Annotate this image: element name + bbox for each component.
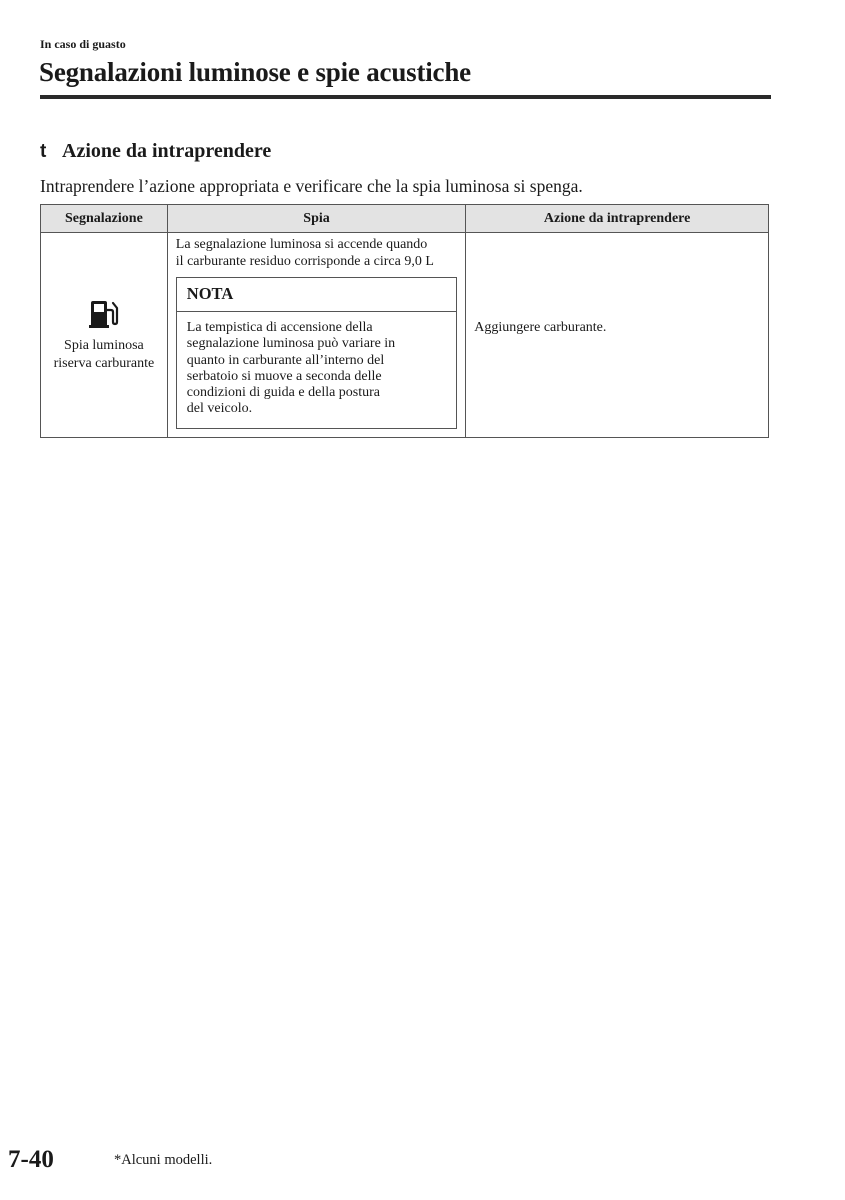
action-cell <box>466 233 769 438</box>
spia-cell <box>167 233 465 438</box>
nota-line: La tempistica di accensione della <box>186 320 373 335</box>
table-header-row <box>41 205 769 233</box>
subsection-heading <box>40 140 271 163</box>
nota-line: condizioni di guida e della postura <box>186 385 381 401</box>
nota-line: segnalazione luminosa può variare in <box>186 336 396 352</box>
spia-desc-line: il carburante residuo corrisponde a circa 9,0 L <box>175 254 434 269</box>
warning-table <box>40 204 769 438</box>
header-segnalazione: Segnalazione <box>41 205 168 233</box>
signal-label: Spia luminosa riserva carburante <box>53 337 155 371</box>
spia-description <box>168 233 465 270</box>
nota-line: quanto in carburante all’interno del <box>186 352 385 368</box>
header-azione: Azione da intraprendere <box>466 205 769 233</box>
section-label: In caso di guasto <box>40 37 126 51</box>
signal-cell <box>41 233 168 438</box>
table-row <box>41 233 769 438</box>
nota-line: serbatoio si muove a seconda delle <box>186 368 382 384</box>
subsection-title: Azione da intraprendere <box>62 140 272 162</box>
spia-desc-line: La segnalazione luminosa si accende quando <box>175 237 428 252</box>
title-rule <box>40 95 771 99</box>
footnote: *Alcuni modelli. <box>114 1152 213 1168</box>
nota-box <box>176 277 457 429</box>
fuel-pump-icon <box>87 297 121 331</box>
action-text: Aggiungere carburante. <box>474 319 607 335</box>
header-spia: Spia <box>167 205 465 233</box>
page-title: Segnalazioni luminose e spie acustiche <box>39 57 471 87</box>
nota-heading: NOTA <box>177 278 456 312</box>
nota-text <box>177 312 456 428</box>
intro-text: Intraprendere l’azione appropriata e verificare che la spia luminosa si spenga. <box>40 176 583 196</box>
page-number: 7-40 <box>8 1146 54 1173</box>
nota-line: del veicolo. <box>186 401 253 417</box>
subsection-marker: t <box>40 141 47 162</box>
